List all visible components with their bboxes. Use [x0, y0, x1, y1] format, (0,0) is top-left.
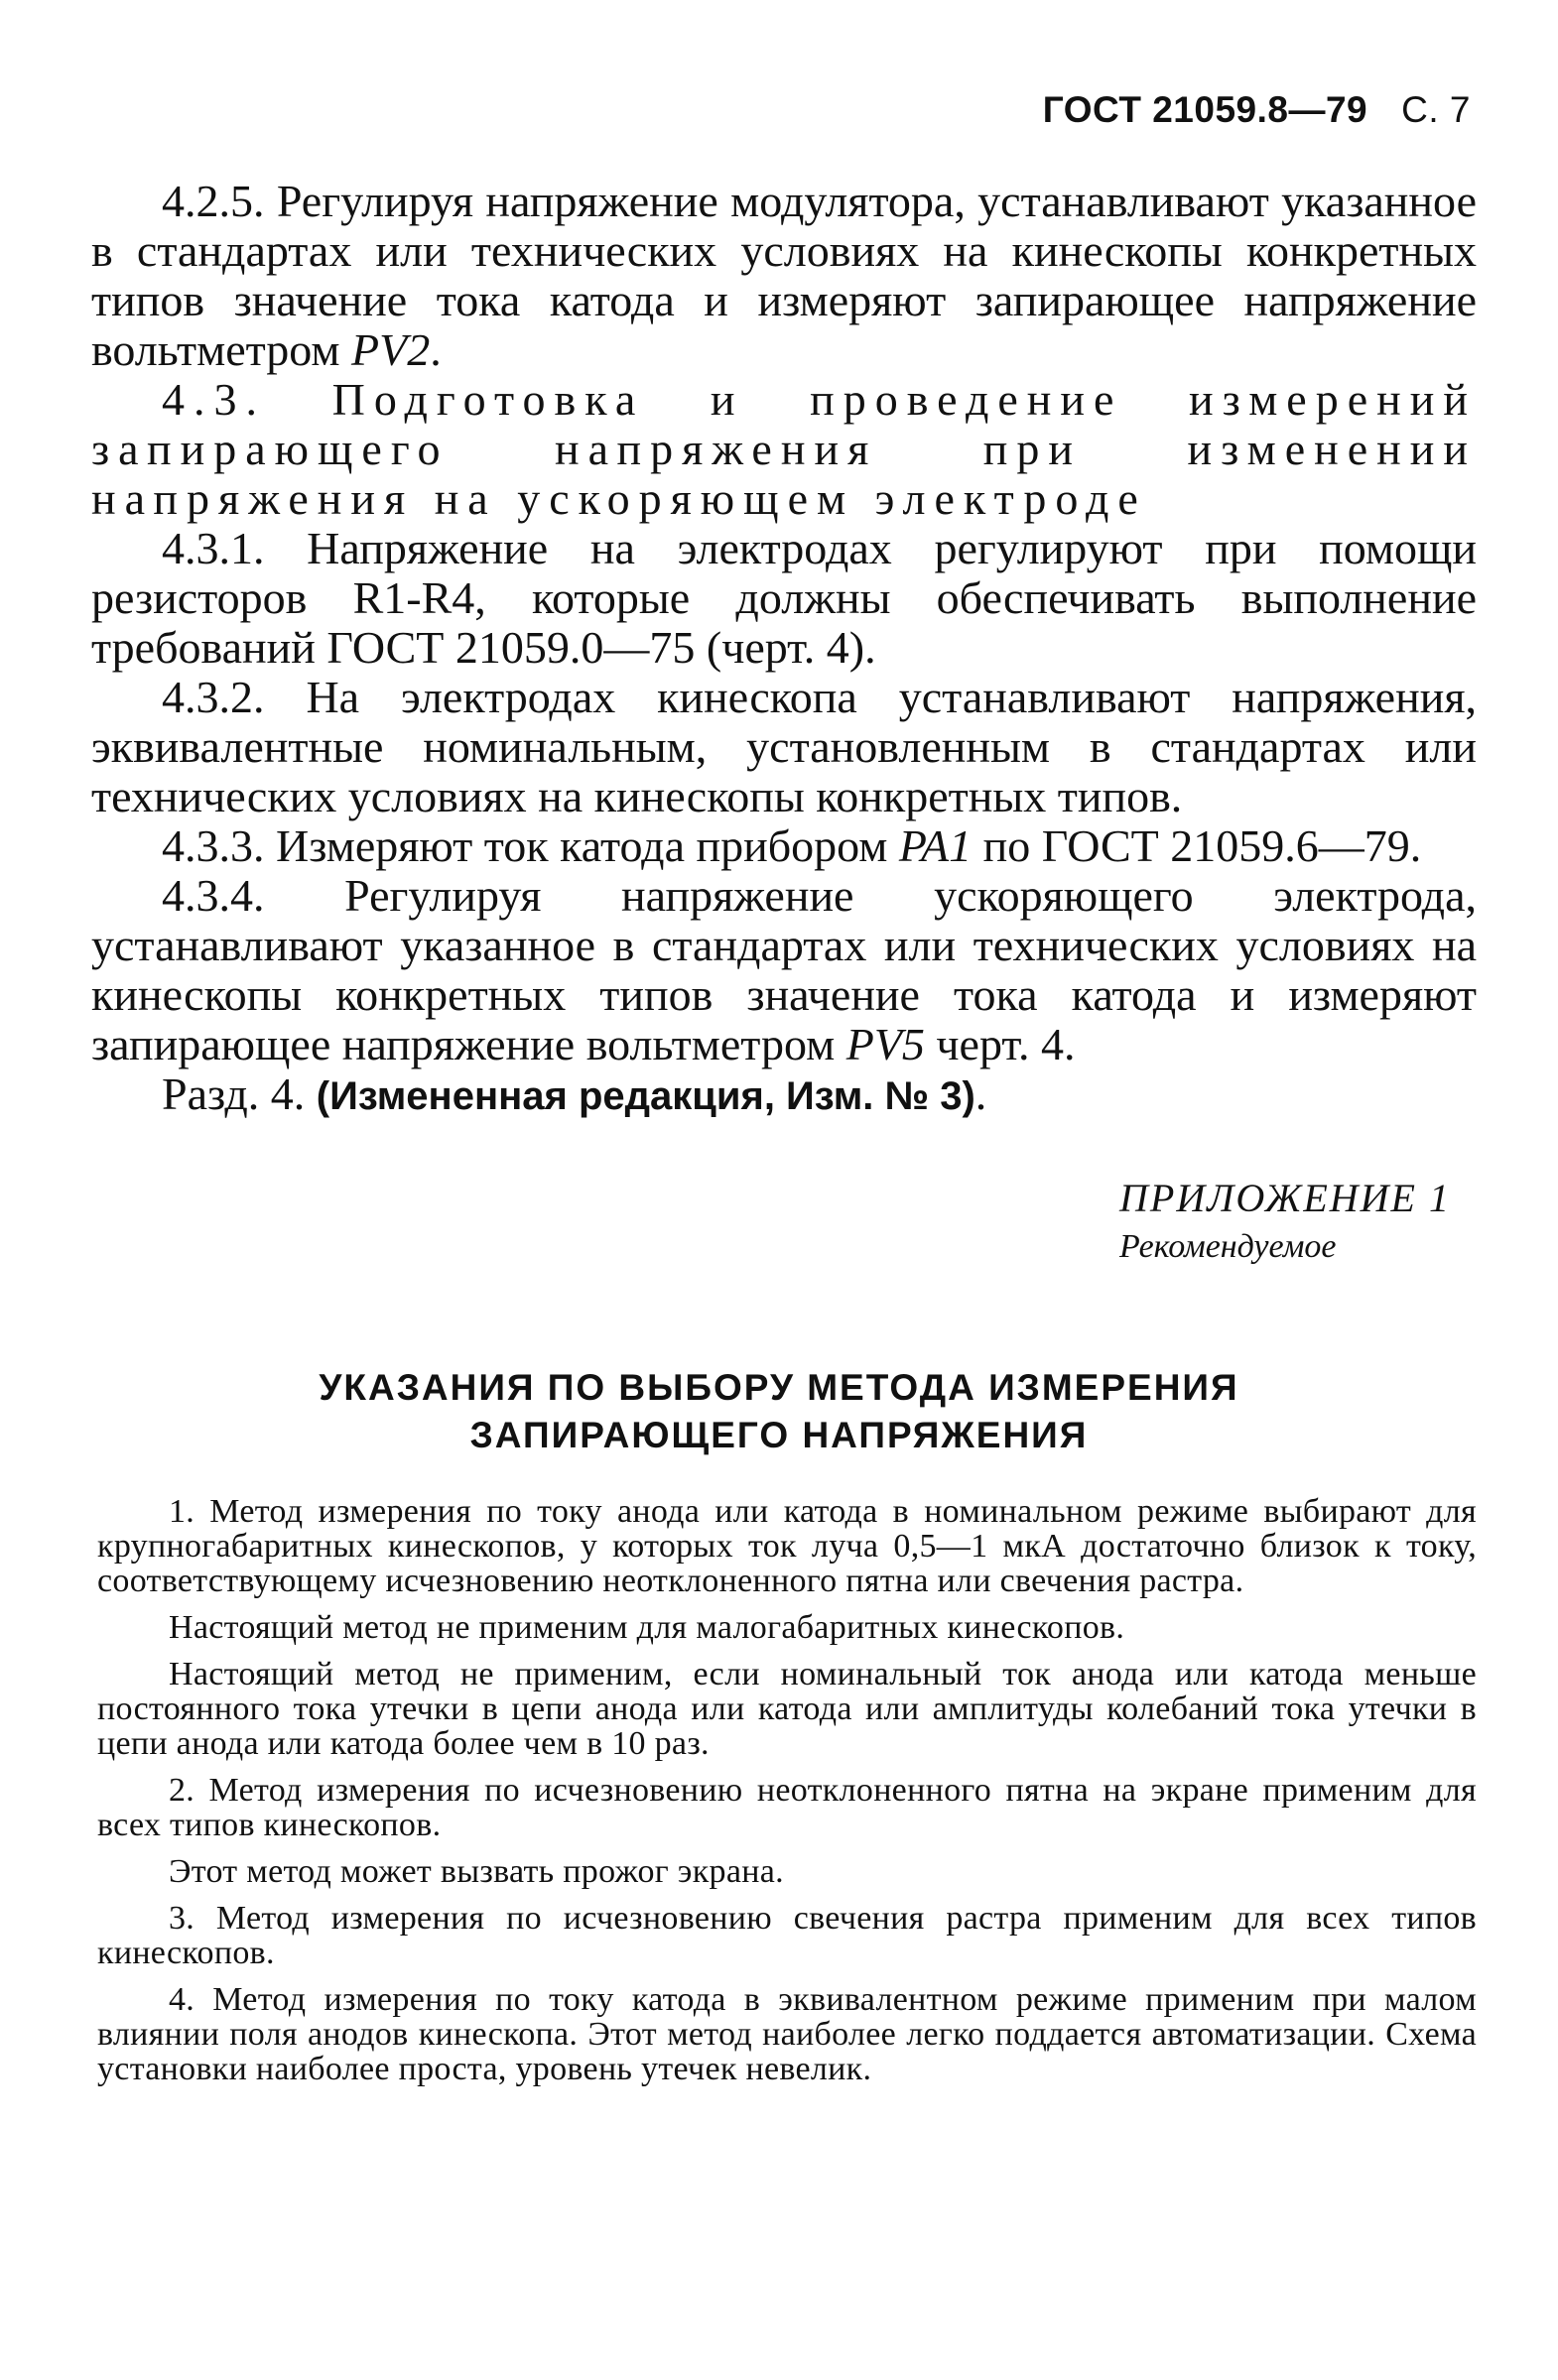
paragraph-4-3-1: 4.3.1. Напряжение на электродах регулируют при помощи резисторов R1-R4, которые должны обеспечивать выполнение требований ГОСТ 21059.0—75 (черт. 4). [91, 523, 1477, 673]
paragraph-4-2-5: 4.2.5. Регулируя напряжение модулятора, устанавливают указанное в стандартах или технических условиях на кинескопы конкретных типов значение тока катода и измеряют запирающее напряжение вольтметром PV2. [91, 176, 1477, 375]
standard-code: ГОСТ 21059.8—79 [1042, 89, 1368, 130]
paragraph-4-3-2: 4.3.2. На электродах кинескопа устанавливают напряжения, эквивалентные номинальным, установленным в стандартах или технических условиях на кинескопы конкретных типов. [91, 672, 1477, 821]
section-4-paragraphs [91, 177, 1477, 1121]
body-paragraph: 1. Метод измерения по току анода или катода в номинальном режиме выбирают для крупногабаритных кинескопов, у которых ток луча 0,5—1 мкА достаточно близок к току, соответствующему исчезновению неотклоненного пятна или свечения растра. [97, 1493, 1477, 1599]
body-paragraph: 3. Метод измерения по исчезновению свечения растра применим для всех типов кинескопов. [97, 1900, 1477, 1971]
appendix-body [97, 1494, 1477, 2098]
paragraph-4-3-4: 4.3.4. Регулируя напряжение ускоряющего электрода, устанавливают указанное в стандартах или технических условиях на кинескопы конкретных типов значение тока катода и измеряют запирающее напряжение вольтметром PV5 черт. 4. [91, 870, 1477, 1069]
paragraph-razd-4: Разд. 4. (Измененная редакция, Изм. № 3). [162, 1068, 987, 1119]
appendix-status: Рекомендуемое [1119, 1228, 1337, 1265]
paragraph-4-3-3: 4.3.3. Измеряют ток катода прибором PA1 по ГОСТ 21059.6—79. [162, 820, 1422, 871]
appendix-title [0, 1364, 1558, 1459]
voltmeter-ref: PV5 [845, 1019, 925, 1069]
heading-4-3: 4.3. Подготовка и проведение измерений запирающего напряжения при изменении напряжения на ускоряющем электроде [91, 374, 1477, 524]
body-paragraph: Настоящий метод не применим, если номинальный ток анода или катода меньше постоянного тока утечки в цепи анода или катода или амплитуды колебаний тока утечки в цепи анода или катода более чем в 10 раз. [97, 1656, 1477, 1762]
body-paragraph: Настоящий метод не применим для малогабаритных кинескопов. [169, 1609, 1125, 1646]
voltmeter-ref: PV2 [351, 324, 431, 375]
page-header [1043, 89, 1471, 131]
revision-note: (Измененная редакция, Изм. № 3) [316, 1074, 975, 1118]
appendix-label: ПРИЛОЖЕНИЕ 1 [1119, 1176, 1451, 1220]
body-paragraph: 4. Метод измерения по току катода в эквивалентном режиме применим при малом влиянии поля анодов кинескопа. Этот метод наиболее легко поддается автоматизации. Схема установки наиболее проста, уровень утечек невелик. [97, 1981, 1477, 2087]
body-paragraph: Этот метод может вызвать прожог экрана. [169, 1853, 784, 1890]
body-paragraph: 2. Метод измерения по исчезновению неотклоненного пятна на экране применим для всех типов кинескопов. [97, 1772, 1477, 1843]
appendix-label-block [1119, 1173, 1451, 1270]
title-line-1: УКАЗАНИЯ ПО ВЫБОРУ МЕТОДА ИЗМЕРЕНИЯ [319, 1367, 1239, 1408]
ammeter-ref: PA1 [898, 820, 973, 871]
page-number: С. 7 [1401, 89, 1471, 130]
title-line-2: ЗАПИРАЮЩЕГО НАПРЯЖЕНИЯ [469, 1415, 1089, 1455]
